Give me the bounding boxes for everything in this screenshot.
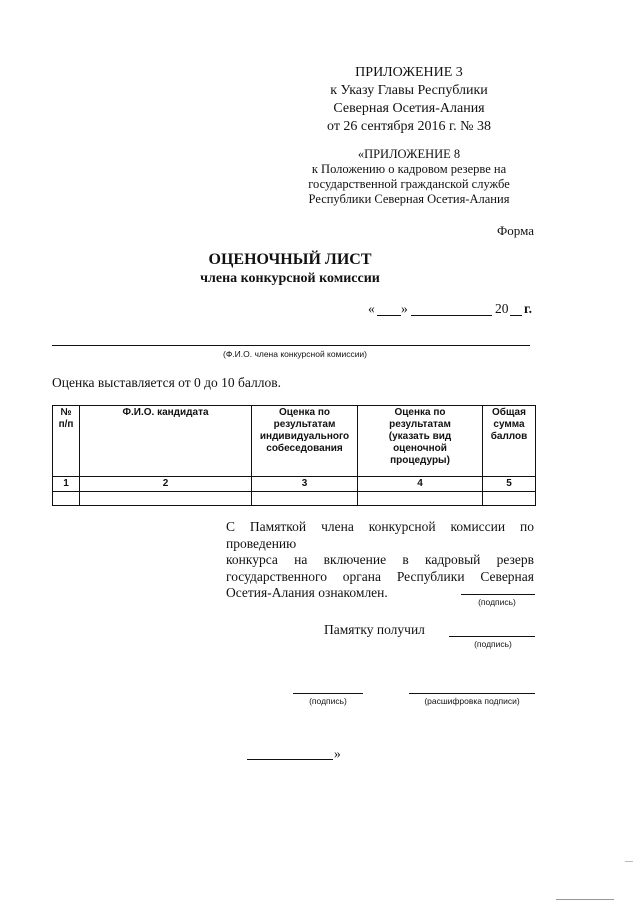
date-year-blank <box>510 315 522 316</box>
memo-received-label: Памятку получил <box>324 622 425 637</box>
member-name-caption: (Ф.И.О. члена конкурсной комиссии) <box>222 349 368 359</box>
col-header-total: Общая сумма баллов <box>483 406 536 477</box>
table-cell <box>53 492 80 506</box>
appendix-region: Северная Осетия-Алания <box>333 101 485 116</box>
document-subtitle: члена конкурсной комиссии <box>200 271 380 286</box>
signature-caption-1: (подпись) <box>478 597 516 607</box>
acknowledgment-line: С Памяткой члена конкурсной комиссии по проведению <box>226 519 534 551</box>
table-cell <box>483 492 536 506</box>
form-label: Форма <box>497 223 534 238</box>
member-name-line <box>52 345 530 346</box>
table-cell: 4 <box>358 477 483 492</box>
acknowledgment-line: Осетия-Алания ознакомлен. <box>226 585 388 600</box>
scan-artifact-mark <box>625 861 633 862</box>
col-header-interview-score: Оценка по результатам индивидуального собеседования <box>252 406 358 477</box>
date-year-suffix: г. <box>524 301 532 316</box>
score-note: Оценка выставляется от 0 до 10 баллов. <box>52 375 281 390</box>
col-header-other-score: Оценка по результатам (указать вид оценочной процедуры) <box>358 406 483 477</box>
appendix-decree-ref: к Указу Главы Республики <box>330 83 488 98</box>
signature-caption-2: (подпись) <box>474 639 512 649</box>
appendix-title: ПРИЛОЖЕНИЕ 3 <box>355 65 463 80</box>
col-header-number: № п/п <box>53 406 80 477</box>
decoding-caption: (расшифровка подписи) <box>424 696 520 706</box>
acknowledgment-line: конкурса на включение в кадровый резерв <box>226 552 534 567</box>
acknowledgment-line: государственного органа Республики Северная <box>226 568 534 584</box>
date-open-quote: « <box>368 301 375 316</box>
appendix8-line2: к Положению о кадровом резерве на <box>311 162 507 176</box>
table-header-row <box>53 406 536 477</box>
date-close-quote: » <box>401 301 408 316</box>
score-table <box>52 405 536 506</box>
table-cell: 5 <box>483 477 536 492</box>
table-cell: 3 <box>252 477 358 492</box>
appendix8-title: «ПРИЛОЖЕНИЕ 8 <box>357 147 461 161</box>
table-cell: 1 <box>53 477 80 492</box>
date-month-blank <box>411 315 492 316</box>
appendix-date: от 26 сентября 2016 г. № 38 <box>327 119 491 134</box>
col-header-candidate: Ф.И.О. кандидата <box>80 406 252 477</box>
table-cell: 2 <box>80 477 252 492</box>
table-cell <box>358 492 483 506</box>
decoding-line <box>409 693 535 694</box>
acknowledgment-paragraph <box>226 519 534 602</box>
closing-line <box>247 759 333 760</box>
document-title: ОЦЕНОЧНЫЙ ЛИСТ <box>208 251 372 268</box>
date-year-prefix: 20 <box>495 301 509 316</box>
signature-caption-3: (подпись) <box>309 696 347 706</box>
appendix8-line4: Республики Северная Осетия-Алания <box>308 192 510 206</box>
table-row <box>53 477 536 492</box>
scan-artifact-line <box>556 899 614 900</box>
date-day-blank <box>377 315 401 316</box>
appendix8-line3: государственной гражданской службе <box>308 177 510 191</box>
closing-quote: » <box>334 746 341 761</box>
signature-line-3 <box>293 693 363 694</box>
table-row <box>53 492 536 506</box>
signature-line-2 <box>449 636 535 637</box>
signature-line-1 <box>461 594 535 595</box>
table-cell <box>80 492 252 506</box>
table-cell <box>252 492 358 506</box>
